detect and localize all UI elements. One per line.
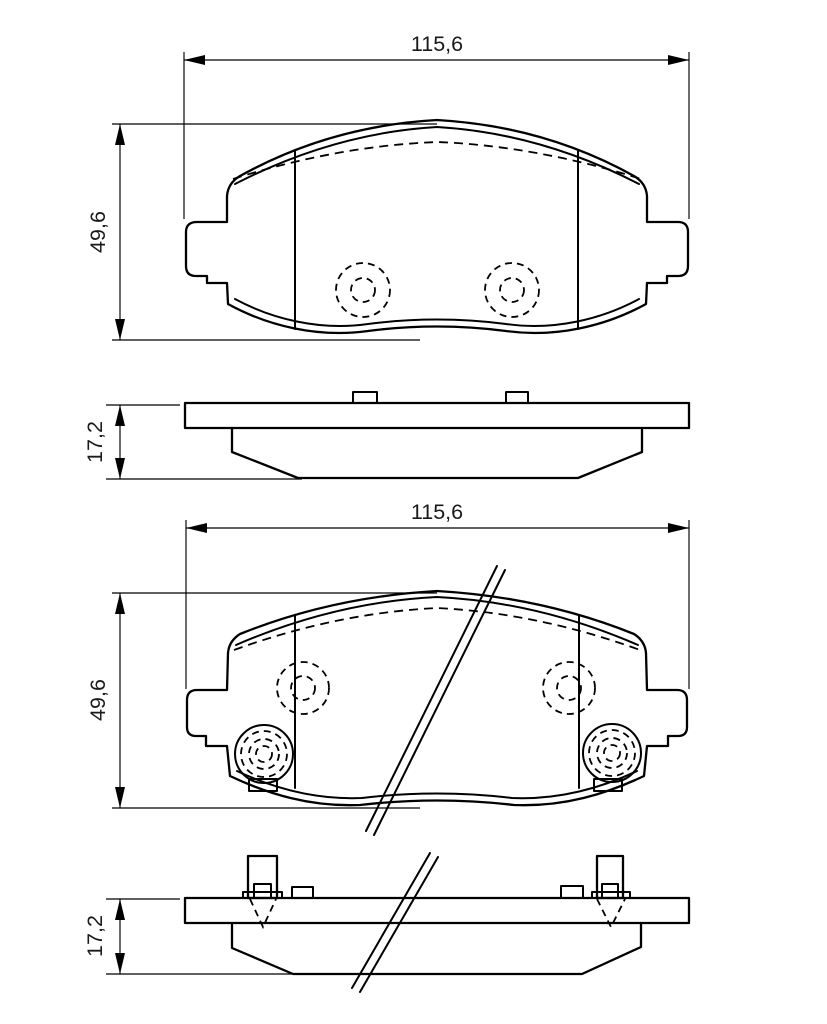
- dimension-label-width: 115,6: [410, 500, 464, 524]
- dimension-label-height: 49,6: [86, 211, 110, 253]
- dimension-label-thickness: 17,2: [83, 421, 107, 463]
- dimension-label-width: 115,6: [410, 32, 464, 56]
- dimension-label-height: 49,6: [86, 679, 110, 721]
- dimension-label-thickness: 17,2: [83, 915, 107, 957]
